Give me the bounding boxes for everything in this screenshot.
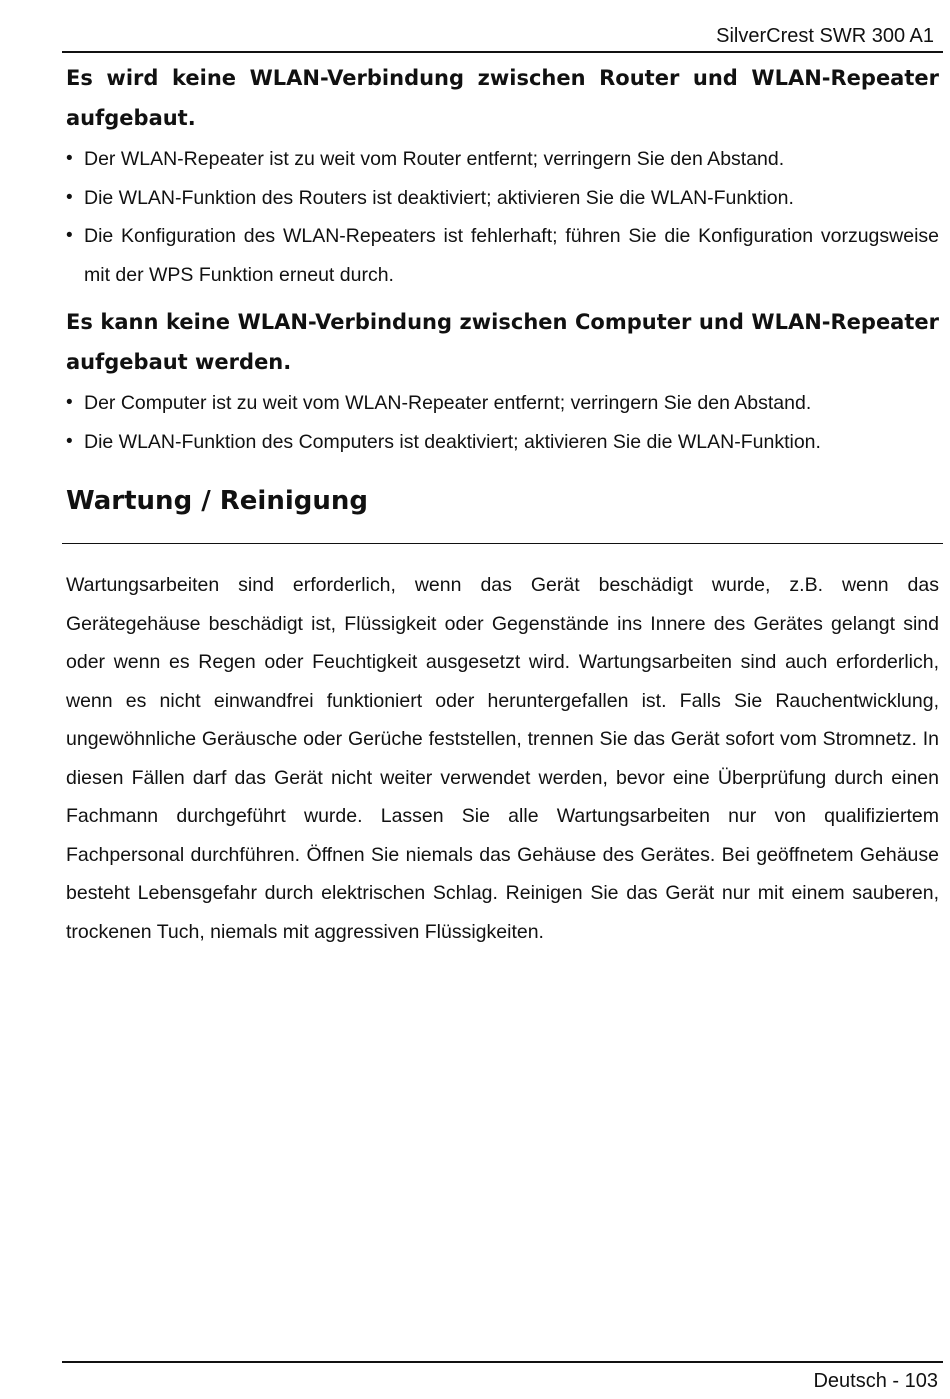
running-header: SilverCrest SWR 300 A1 — [716, 25, 934, 47]
section-heading-maintenance: Wartung / Reinigung — [66, 486, 369, 516]
header-rule — [62, 51, 943, 53]
bullet-list-computer-repeater — [66, 384, 939, 461]
maintenance-paragraph: Wartungsarbeiten sind erforderlich, wenn das Gerät beschädigt wurde, z.B. wenn das Gerätegehäuse beschädigt ist, Flüssigkeit oder Gegenstände ins Innere des Gerätes gelangt sind oder wenn es Regen oder Feuchtigkeit ausgesetzt wird. Wartungsarbeiten sind auch erforderlich, wenn es nicht einwandfrei funktioniert oder heruntergefallen ist. Falls Sie Rauchentwicklung, ungewöhnliche Geräusche oder Gerüche feststellen, trennen Sie das Gerät sofort vom Stromnetz. In diesen Fällen darf das Gerät nicht weiter verwendet werden, bevor eine Überprüfung durch einen Fachmann durchgeführt wurde. Lassen Sie alle Wartungsarbeiten nur von qualifiziertem Fachpersonal durchführen. Öffnen Sie niemals das Gehäuse des Gerätes. Bei geöffnetem Gehäuse besteht Lebensgefahr durch elektrischen Schlag. Reinigen Sie das Gerät nur mit einem sauberen, trockenen Tuch, niemals mit aggressiven Flüssigkeiten. — [66, 574, 939, 943]
list-item: • Die WLAN-Funktion des Routers ist deaktiviert; aktivieren Sie die WLAN-Funktion. — [66, 179, 939, 218]
bullet-icon: • — [66, 430, 73, 452]
bullet-icon: • — [66, 186, 73, 208]
list-item: • Der Computer ist zu weit vom WLAN-Repeater entfernt; verringern Sie den Abstand. — [66, 384, 939, 423]
page-number: Deutsch - 103 — [813, 1370, 938, 1392]
bullet-icon: • — [66, 225, 73, 246]
list-item: • Der WLAN-Repeater ist zu weit vom Router entfernt; verringern Sie den Abstand. — [66, 140, 939, 179]
bullet-icon: • — [66, 392, 73, 413]
list-item: • Die WLAN-Funktion des Computers ist deaktiviert; aktivieren Sie die WLAN-Funktion. — [66, 423, 939, 462]
subheading-computer-repeater: Es kann keine WLAN-Verbindung zwischen Computer und WLAN-Repeater aufgebaut werden. — [66, 310, 939, 374]
subheading-router-repeater: Es wird keine WLAN-Verbindung zwischen Router und WLAN-Repeater aufgebaut. — [66, 66, 939, 130]
bullet-icon: • — [66, 148, 73, 169]
list-item: • Die Konfiguration des WLAN-Repeaters ist fehlerhaft; führen Sie die Konfiguration vorzugsweise mit der WPS Funktion erneut durch. — [66, 217, 939, 294]
troubleshooting-section — [66, 58, 939, 521]
bullet-list-router-repeater — [66, 140, 939, 294]
heading-rule — [62, 543, 943, 544]
footer-rule — [62, 1361, 943, 1363]
